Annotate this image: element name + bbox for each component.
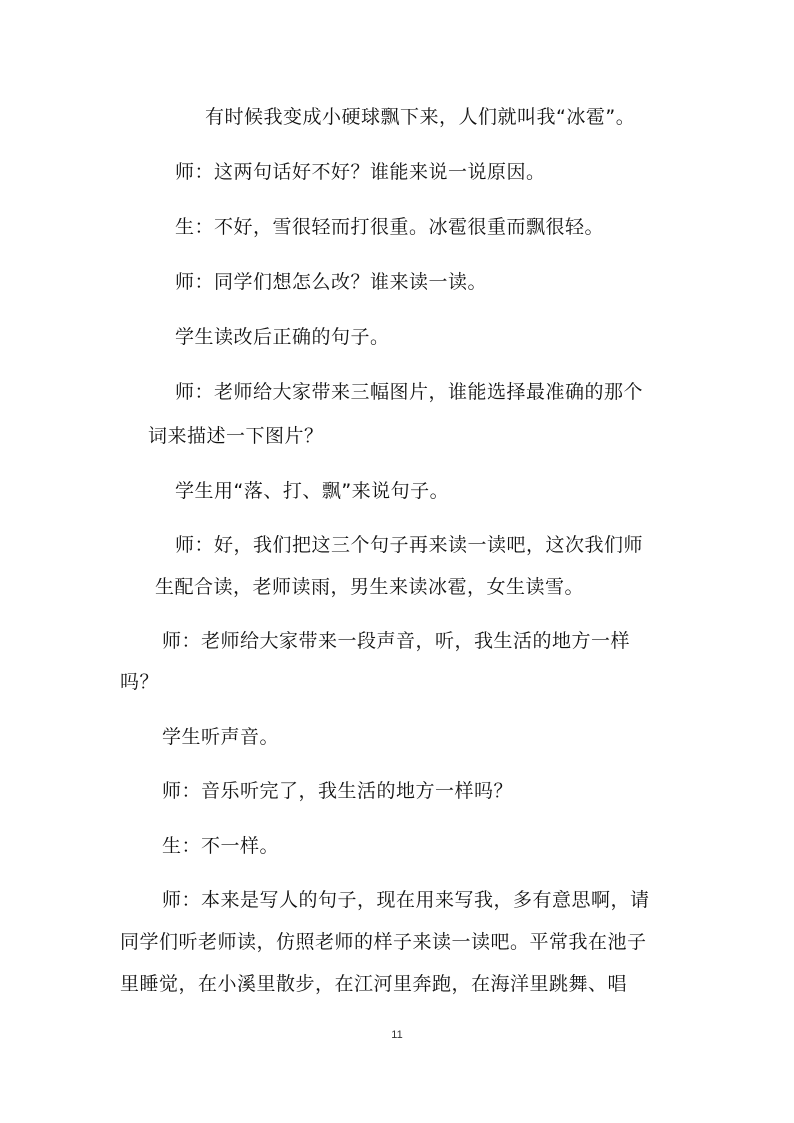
- text-line: 师：这两句话好不好？谁能来说一说原因。: [175, 161, 546, 183]
- text-line: 师：音乐听完了，我生活的地方一样吗？: [162, 780, 514, 802]
- text-line: 师：老师给大家带来一段声音，听，我生活的地方一样: [162, 630, 631, 652]
- text-line: 里睡觉，在小溪里散步，在江河里奔跑，在海洋里跳舞、唱: [120, 973, 628, 995]
- text-line: 师：本来是写人的句子，现在用来写我，多有意思啊，请: [162, 889, 650, 911]
- text-line: 学生用“落、打、飘”来说句子。: [175, 480, 450, 502]
- text-line: 生配合读，老师读雨，男生来读冰雹，女生读雪。: [155, 576, 585, 598]
- text-line: 师：好，我们把这三个句子再来读一读吧，这次我们师: [175, 534, 644, 556]
- text-line: 生：不一样。: [162, 835, 280, 857]
- text-line: 有时候我变成小硬球飘下来，人们就叫我“冰雹”。: [205, 106, 636, 128]
- text-line: 师：老师给大家带来三幅图片，谁能选择最准确的那个: [175, 381, 644, 403]
- text-line: 学生读改后正确的句子。: [175, 326, 390, 348]
- text-line: 吗？: [120, 671, 160, 693]
- text-line: 师：同学们想怎么改？谁来读一读。: [175, 271, 488, 293]
- text-line: 学生听声音。: [162, 726, 280, 748]
- text-line: 生：不好，雪很轻而打很重。冰雹很重而飘很轻。: [175, 216, 605, 238]
- text-line: 同学们听老师读，仿照老师的样子来读一读吧。平常我在池子: [120, 931, 647, 953]
- text-line: 词来描述一下图片？: [148, 425, 324, 447]
- page-number: 11: [391, 1029, 403, 1041]
